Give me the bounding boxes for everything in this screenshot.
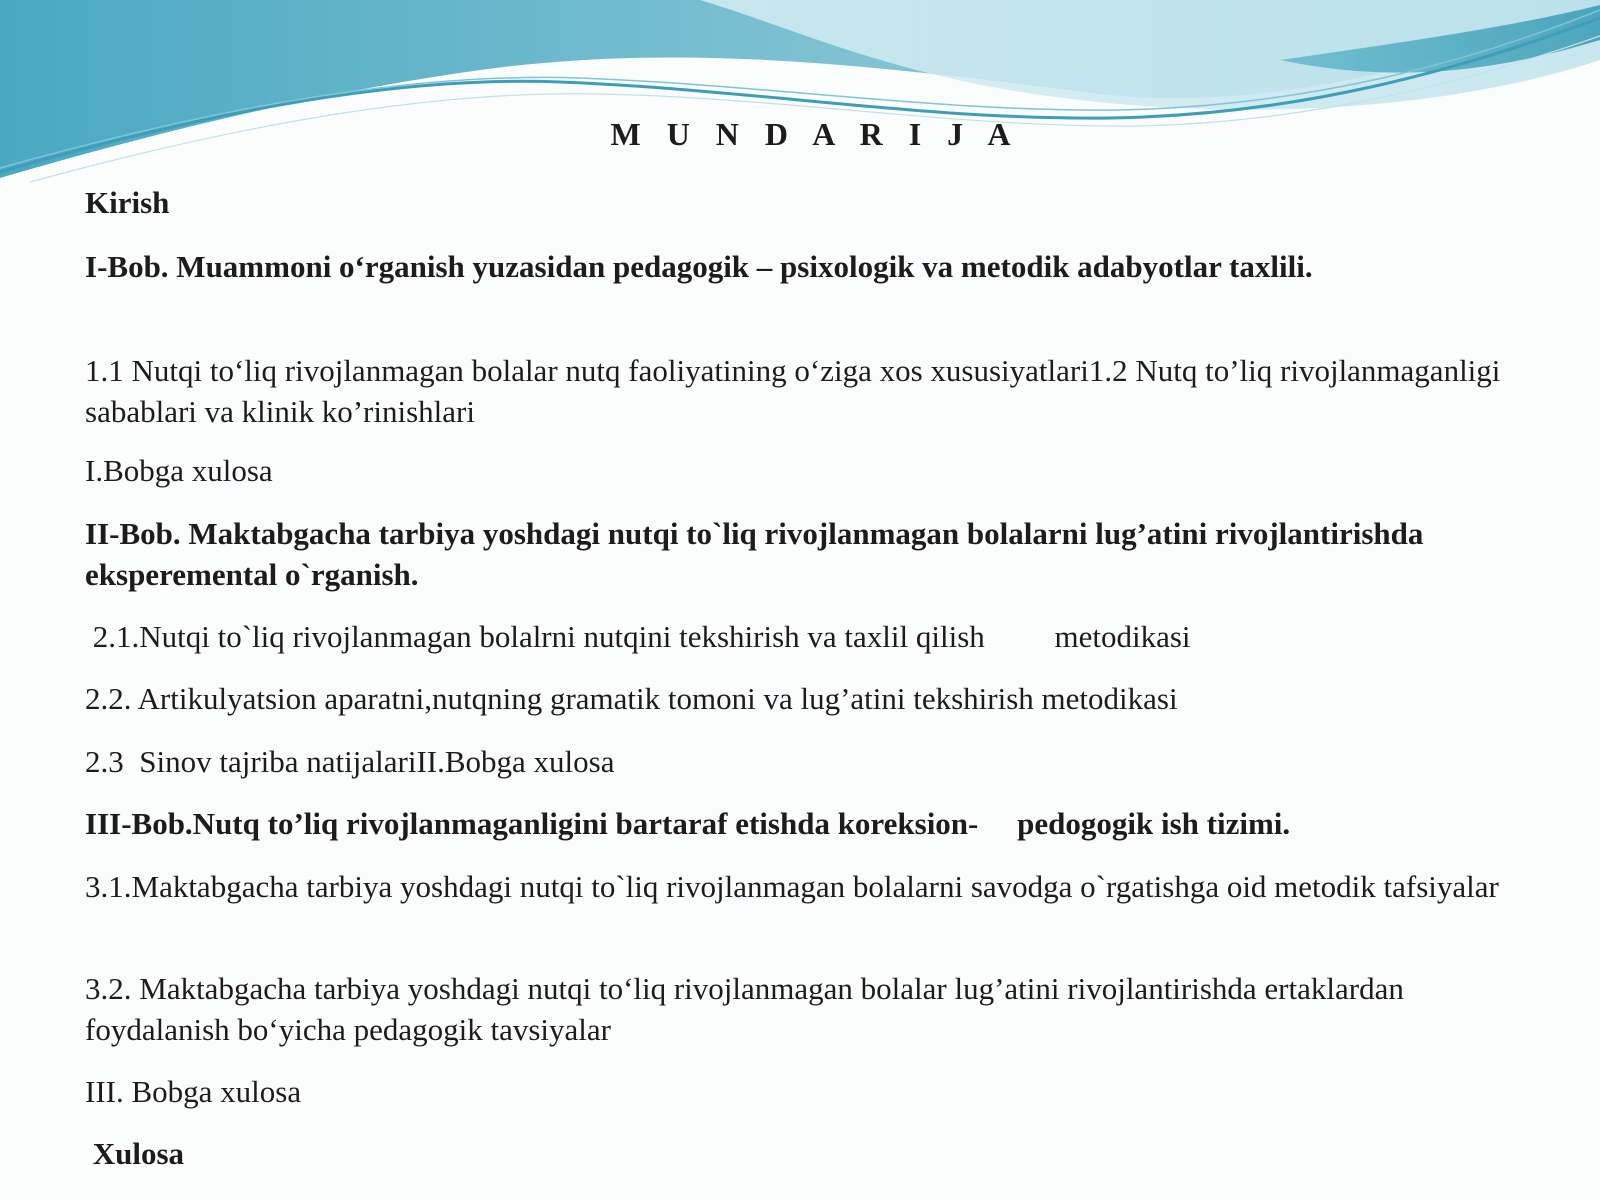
toc-entry-chapter-3-conclusion: III. Bobga xulosa <box>85 1074 302 1109</box>
toc-entry-chapter-2: II-Bob. Maktabgacha tarbiya yoshdagi nutqi to`liq rivojlanmagan bolalarni lug’atini rivojlantirishda eksperemental o`rganish. <box>85 516 1424 592</box>
toc-entry-1-1: 1.1 Nutqi to‘liq rivojlanmagan bolalar nutq faoliyatining o‘ziga xos xususiyatlari1.2 Nutq to’liq rivojlanmaganligi sabablari va klinik ko’rinishlari <box>85 353 1501 429</box>
toc-entry-2-2: 2.2. Artikulyatsion aparatni,nutqning gramatik tomoni va lug’atini tekshirish metodikasi <box>85 681 1178 716</box>
wave-banner-decoration <box>0 0 1600 200</box>
toc-entry-3-1: 3.1.Maktabgacha tarbiya yoshdagi nutqi to`liq rivojlanmagan bolalarni savodga o`rgatishga oid metodik tafsiyalar <box>85 869 1499 904</box>
page-title: M U N D A R I J A <box>610 116 1020 152</box>
toc-entry-conclusion: Xulosa <box>85 1136 185 1171</box>
toc-entry-introduction: Kirish <box>85 185 170 220</box>
toc-entry-chapter-1-conclusion: I.Bobga xulosa <box>85 453 273 488</box>
toc-entry-chapter-3: III-Bob.Nutq to’liq rivojlanmaganligini bartaraf etishda koreksion- pedogogik ish tizimi. <box>85 806 1291 841</box>
toc-entry-chapter-1: I-Bob. Muammoni o‘rganish yuzasidan pedagogik – psixologik va metodik adabyotlar taxlili. <box>85 249 1313 284</box>
toc-entry-2-3: 2.3 Sinov tajriba natijalariII.Bobga xulosa <box>85 744 615 779</box>
toc-entry-2-1: 2.1.Nutqi to`liq rivojlanmagan bolalrni nutqini tekshirish va taxlil qilish metodikasi <box>85 619 1191 654</box>
toc-entry-3-2: 3.2. Maktabgacha tarbiya yoshdagi nutqi to‘liq rivojlanmagan bolalar lug’atini rivojlantirishda ertaklardan foydalanish bo‘yicha pedagogik tavsiyalar <box>85 971 1404 1047</box>
